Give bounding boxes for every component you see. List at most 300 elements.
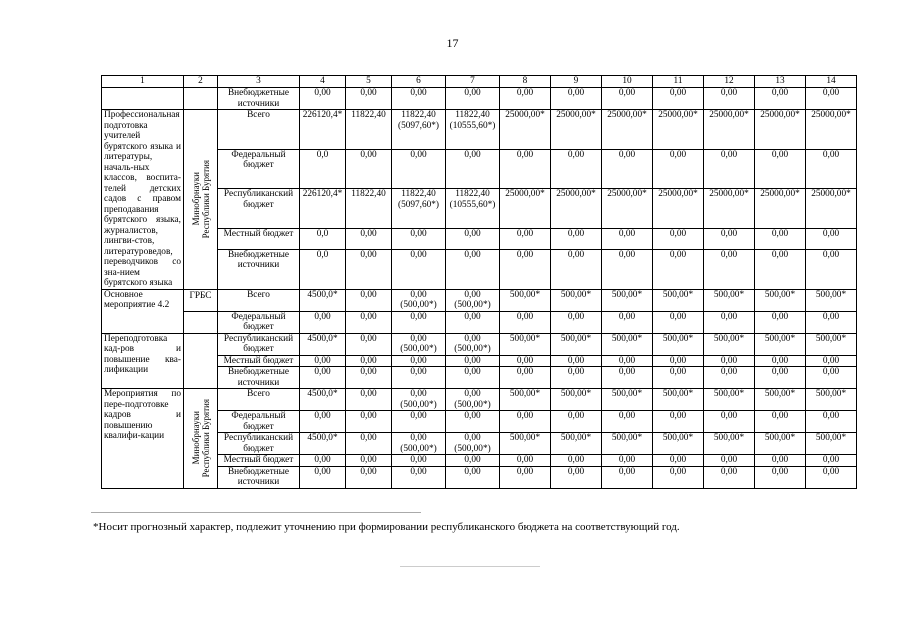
value-cell	[806, 149, 857, 189]
value-cell	[300, 229, 346, 250]
value-cell	[392, 289, 446, 311]
value-amount: 0,00	[618, 411, 636, 421]
value-amount: 0,00	[822, 249, 840, 260]
value-amount: 0,00	[516, 311, 534, 322]
value-amount: 0,00	[410, 88, 427, 98]
value-cell	[653, 355, 704, 367]
value-cell	[346, 110, 392, 150]
column-number: 2	[184, 76, 218, 88]
value-amount: 25000,00*	[658, 189, 698, 200]
value-amount: 0,00	[314, 367, 331, 377]
value-cell	[653, 249, 704, 289]
value-cell	[392, 411, 446, 433]
value-amount: 25000,00*	[607, 110, 647, 120]
value-cell	[602, 249, 653, 289]
value-amount: 500,00*	[560, 289, 592, 300]
value-amount: 500,00*	[764, 389, 796, 399]
value-amount: 0,00	[720, 249, 738, 260]
value-cell	[755, 88, 806, 110]
value-amount: 0,00	[720, 229, 738, 240]
value-cell	[602, 189, 653, 229]
value-amount: 0,00	[618, 367, 636, 377]
value-amount: 25000,00*	[709, 110, 749, 120]
value-cell	[500, 355, 551, 367]
value-cell	[446, 355, 500, 367]
value-cell	[346, 229, 392, 250]
table-row	[102, 110, 857, 150]
column-number: 7	[446, 76, 500, 88]
value-cell	[346, 311, 392, 333]
value-cell	[806, 110, 857, 150]
value-amount: 0,00	[771, 466, 789, 477]
value-amount: 0,00	[822, 355, 840, 366]
value-cell	[446, 311, 500, 333]
executor-cell	[184, 311, 218, 333]
footnote: *Носит прогнозный характер, подлежит уточнению при формировании республиканского бюджета на соответствующий год.	[93, 521, 680, 533]
value-cell	[392, 333, 446, 355]
value-amount: 0,00	[464, 367, 481, 377]
value-amount: 0,00	[464, 433, 481, 443]
value-amount: 0,00	[410, 411, 427, 421]
value-amount: 0,00	[567, 229, 585, 240]
value-cell	[551, 433, 602, 455]
value-amount: 0,00	[822, 311, 840, 322]
value-cell	[551, 333, 602, 355]
value-cell	[500, 189, 551, 229]
value-amount: 0,00	[567, 466, 585, 477]
value-cell	[300, 311, 346, 333]
value-amount: 0,00	[464, 411, 481, 421]
value-amount: 0,00	[618, 88, 636, 98]
value-amount: 0,00	[771, 367, 789, 377]
value-amount: 500,00*	[509, 433, 541, 443]
value-amount: 0,00	[516, 88, 534, 98]
value-amount: 500,00*	[509, 333, 541, 344]
funding-source: Внебюджетные источники	[218, 88, 300, 110]
value-amount: 0,0	[316, 249, 329, 260]
value-amount: 0,0	[316, 149, 329, 160]
value-cell	[500, 289, 551, 311]
value-cell	[755, 433, 806, 455]
value-amount: 0,00	[360, 389, 377, 399]
value-cell	[392, 229, 446, 250]
value-cell	[704, 311, 755, 333]
value-cell	[392, 389, 446, 411]
footnote-divider	[91, 512, 421, 513]
value-cell	[300, 88, 346, 110]
value-cell	[755, 311, 806, 333]
executor-cell	[184, 333, 218, 389]
column-number: 5	[346, 76, 392, 88]
value-amount: 0,00	[410, 229, 427, 240]
value-amount: 500,00*	[815, 389, 847, 399]
value-cell	[500, 367, 551, 389]
value-cell	[500, 466, 551, 488]
value-cell	[551, 466, 602, 488]
value-amount: 11822,40	[351, 189, 386, 200]
column-number: 4	[300, 76, 346, 88]
value-cell	[755, 289, 806, 311]
value-cell	[704, 411, 755, 433]
value-amount: 0,00	[669, 355, 687, 366]
value-note: (500,00*)	[454, 300, 491, 310]
value-cell	[806, 249, 857, 289]
value-cell	[806, 455, 857, 467]
value-amount: 0,00	[464, 355, 481, 366]
value-amount: 0,00	[360, 355, 377, 366]
value-amount: 0,00	[567, 367, 585, 377]
value-cell	[602, 311, 653, 333]
value-note: (10555,60*)	[449, 199, 496, 210]
value-cell	[653, 229, 704, 250]
value-cell	[500, 311, 551, 333]
value-amount: 500,00*	[764, 289, 796, 300]
value-amount: 0,00	[567, 355, 585, 366]
value-cell	[653, 311, 704, 333]
value-amount: 0,00	[567, 455, 585, 465]
value-amount: 4500,0*	[307, 333, 338, 344]
value-amount: 0,0	[316, 229, 329, 240]
value-cell	[551, 355, 602, 367]
value-amount: 25000,00*	[505, 110, 545, 120]
value-amount: 0,00	[567, 88, 585, 98]
value-amount: 500,00*	[713, 333, 745, 344]
value-cell	[300, 333, 346, 355]
value-amount: 4500,0*	[307, 289, 338, 300]
value-cell	[704, 149, 755, 189]
value-cell	[602, 466, 653, 488]
value-note: (5097,60*)	[397, 120, 440, 131]
value-amount: 0,00	[410, 455, 427, 465]
value-amount: 500,00*	[815, 433, 847, 443]
value-amount: 0,00	[464, 466, 481, 477]
value-amount: 0,00	[669, 88, 687, 98]
value-cell	[551, 110, 602, 150]
value-cell	[500, 249, 551, 289]
value-amount: 0,00	[669, 455, 687, 465]
column-number: 3	[218, 76, 300, 88]
value-cell	[446, 249, 500, 289]
value-cell	[755, 355, 806, 367]
value-amount: 11822,40	[401, 189, 436, 200]
value-cell	[346, 466, 392, 488]
table-row	[102, 333, 857, 355]
value-amount: 0,00	[567, 149, 585, 160]
value-cell	[300, 367, 346, 389]
value-cell	[551, 455, 602, 467]
value-amount: 0,00	[360, 367, 377, 377]
value-amount: 0,00	[464, 333, 481, 344]
measure-description: Профессиональная подготовка учителей бурятского языка и литературы, началь-ных классов, воспита-телей детских садов с правом преподавания бурятского языка, журналистов, лингви-стов, литературоведов, переводчиков со зна-нием бурятского языка	[102, 110, 184, 290]
value-cell	[602, 149, 653, 189]
value-cell	[346, 355, 392, 367]
value-amount: 500,00*	[662, 389, 694, 399]
value-amount: 0,00	[360, 311, 377, 322]
value-amount: 0,00	[822, 229, 840, 240]
value-cell	[500, 333, 551, 355]
value-cell	[551, 149, 602, 189]
value-cell	[704, 389, 755, 411]
value-cell	[392, 110, 446, 150]
value-amount: 11822,40	[401, 110, 436, 120]
funding-source: Внебюджетные источники	[218, 367, 300, 389]
value-amount: 0,00	[360, 466, 377, 477]
value-amount: 25000,00*	[607, 189, 647, 200]
value-note: (500,00*)	[454, 344, 491, 354]
value-amount: 0,00	[410, 289, 427, 300]
value-amount: 0,00	[618, 455, 636, 465]
column-number: 11	[653, 76, 704, 88]
value-cell	[755, 389, 806, 411]
value-amount: 0,00	[618, 311, 636, 322]
value-cell	[346, 367, 392, 389]
value-amount: 0,00	[464, 389, 481, 399]
value-cell	[551, 311, 602, 333]
column-number: 13	[755, 76, 806, 88]
value-cell	[392, 367, 446, 389]
funding-source: Местный бюджет	[218, 455, 300, 467]
value-cell	[446, 88, 500, 110]
value-cell	[806, 333, 857, 355]
value-cell	[806, 311, 857, 333]
value-amount: 500,00*	[662, 289, 694, 300]
value-amount: 0,00	[771, 229, 789, 240]
table-row	[102, 389, 857, 411]
value-amount: 25000,00*	[556, 189, 596, 200]
value-cell	[346, 149, 392, 189]
value-amount: 0,00	[516, 149, 534, 160]
value-cell	[602, 411, 653, 433]
value-cell	[300, 466, 346, 488]
executor-label: Минобрнауки Республики Бурятия	[190, 399, 211, 478]
value-cell	[346, 455, 392, 467]
value-amount: 500,00*	[611, 333, 643, 344]
value-amount: 0,00	[720, 411, 738, 421]
value-cell	[653, 189, 704, 229]
value-amount: 4500,0*	[307, 433, 338, 443]
measure-description: Мероприятия по пере-подготовке кадров и повышению квалифи-кации	[102, 389, 184, 489]
value-note: (500,00*)	[400, 300, 437, 310]
value-amount: 0,00	[771, 249, 789, 260]
column-number: 1	[102, 76, 184, 88]
value-amount: 0,00	[771, 311, 789, 322]
value-amount: 0,00	[771, 355, 789, 366]
value-cell	[551, 189, 602, 229]
value-cell	[392, 455, 446, 467]
value-cell	[551, 229, 602, 250]
value-cell	[551, 289, 602, 311]
value-amount: 0,00	[822, 88, 840, 98]
value-amount: 0,00	[360, 455, 377, 465]
value-cell	[602, 333, 653, 355]
value-amount: 0,00	[360, 289, 377, 300]
value-amount: 0,00	[516, 411, 534, 421]
value-cell	[755, 466, 806, 488]
value-amount: 500,00*	[611, 289, 643, 300]
value-amount: 0,00	[516, 229, 534, 240]
value-amount: 0,00	[360, 433, 377, 443]
value-cell	[653, 110, 704, 150]
value-cell	[300, 189, 346, 229]
value-cell	[446, 466, 500, 488]
value-amount: 0,00	[567, 411, 585, 421]
value-amount: 0,00	[360, 333, 377, 344]
value-amount: 0,00	[669, 311, 687, 322]
value-cell	[653, 466, 704, 488]
funding-source: Всего	[218, 110, 300, 150]
value-cell	[392, 189, 446, 229]
value-cell	[653, 411, 704, 433]
executor-cell: ГРБС	[184, 289, 218, 311]
value-cell	[806, 355, 857, 367]
funding-source: Республиканский бюджет	[218, 189, 300, 229]
value-amount: 0,00	[720, 149, 738, 160]
value-amount: 500,00*	[713, 433, 745, 443]
value-cell	[500, 110, 551, 150]
value-amount: 0,00	[720, 311, 738, 322]
value-cell	[806, 433, 857, 455]
value-cell	[392, 466, 446, 488]
value-amount: 500,00*	[764, 433, 796, 443]
value-amount: 0,00	[410, 333, 427, 344]
value-cell	[300, 110, 346, 150]
table-row	[102, 311, 857, 333]
value-cell	[806, 411, 857, 433]
value-note: (10555,60*)	[449, 120, 496, 131]
value-amount: 500,00*	[509, 289, 541, 300]
value-amount: 0,00	[516, 466, 534, 477]
value-amount: 0,00	[618, 149, 636, 160]
value-cell	[300, 355, 346, 367]
value-cell	[704, 249, 755, 289]
value-amount: 0,00	[771, 88, 789, 98]
value-cell	[551, 411, 602, 433]
value-amount: 25000,00*	[709, 189, 749, 200]
value-cell	[653, 289, 704, 311]
column-number: 9	[551, 76, 602, 88]
value-cell	[392, 433, 446, 455]
value-note: (500,00*)	[454, 443, 491, 454]
value-cell	[300, 249, 346, 289]
value-cell	[755, 189, 806, 229]
value-amount: 500,00*	[764, 333, 796, 344]
funding-source: Республиканский бюджет	[218, 333, 300, 355]
value-amount: 226120,4*	[302, 189, 343, 200]
value-cell	[704, 189, 755, 229]
value-amount: 0,00	[771, 455, 789, 465]
value-cell	[500, 88, 551, 110]
value-cell	[755, 249, 806, 289]
value-cell	[653, 88, 704, 110]
budget-table	[101, 75, 857, 489]
value-amount: 25000,00*	[760, 110, 800, 120]
value-amount: 0,00	[669, 466, 687, 477]
page-number: 17	[446, 36, 459, 50]
value-amount: 226120,4*	[302, 110, 343, 120]
value-note: (500,00*)	[454, 399, 491, 410]
value-cell	[446, 149, 500, 189]
value-cell	[300, 149, 346, 189]
value-cell	[653, 433, 704, 455]
funding-source: Федеральный бюджет	[218, 411, 300, 433]
value-amount: 0,00	[516, 455, 534, 465]
value-amount: 0,00	[771, 411, 789, 421]
value-cell	[500, 149, 551, 189]
value-amount: 0,00	[720, 88, 738, 98]
value-cell	[602, 229, 653, 250]
value-cell	[300, 389, 346, 411]
value-amount: 500,00*	[611, 389, 643, 399]
value-cell	[346, 411, 392, 433]
value-cell	[446, 455, 500, 467]
header-row	[102, 76, 857, 88]
value-amount: 0,00	[360, 149, 377, 160]
column-number: 8	[500, 76, 551, 88]
value-cell	[653, 367, 704, 389]
value-amount: 0,00	[314, 411, 331, 421]
value-cell	[704, 289, 755, 311]
value-amount: 0,00	[720, 367, 738, 377]
value-amount: 0,00	[618, 355, 636, 366]
value-amount: 11822,40	[455, 189, 490, 200]
value-cell	[806, 88, 857, 110]
value-cell	[346, 333, 392, 355]
value-cell	[446, 433, 500, 455]
value-cell	[446, 333, 500, 355]
value-cell	[446, 367, 500, 389]
value-amount: 0,00	[822, 466, 840, 477]
value-cell	[704, 229, 755, 250]
value-cell	[806, 466, 857, 488]
value-cell	[551, 249, 602, 289]
value-amount: 11822,40	[455, 110, 490, 120]
table-row	[102, 88, 857, 110]
executor-cell	[184, 88, 218, 110]
value-cell	[755, 149, 806, 189]
value-amount: 0,00	[360, 229, 377, 240]
measure-description: Переподготовка кад-ров и повышение ква-лификации	[102, 333, 184, 389]
value-amount: 0,00	[516, 355, 534, 366]
value-amount: 25000,00*	[811, 110, 851, 120]
funding-source: Внебюджетные источники	[218, 249, 300, 289]
value-amount: 0,00	[822, 367, 840, 377]
value-amount: 0,00	[464, 289, 481, 300]
value-cell	[446, 110, 500, 150]
value-amount: 0,00	[516, 249, 534, 260]
value-amount: 0,00	[360, 88, 377, 98]
value-cell	[602, 289, 653, 311]
value-amount: 0,00	[360, 411, 377, 421]
table-row	[102, 289, 857, 311]
column-number: 12	[704, 76, 755, 88]
value-cell	[300, 411, 346, 433]
value-cell	[704, 88, 755, 110]
value-amount: 500,00*	[662, 333, 694, 344]
value-cell	[551, 88, 602, 110]
value-cell	[551, 389, 602, 411]
value-amount: 0,00	[669, 367, 687, 377]
value-cell	[704, 355, 755, 367]
value-amount: 500,00*	[815, 289, 847, 300]
value-cell	[346, 289, 392, 311]
value-amount: 25000,00*	[556, 110, 596, 120]
value-cell	[346, 389, 392, 411]
value-amount: 0,00	[314, 455, 331, 465]
value-cell	[500, 411, 551, 433]
value-amount: 0,00	[464, 311, 481, 322]
value-amount: 4500,0*	[307, 389, 338, 399]
value-amount: 0,00	[410, 433, 427, 443]
